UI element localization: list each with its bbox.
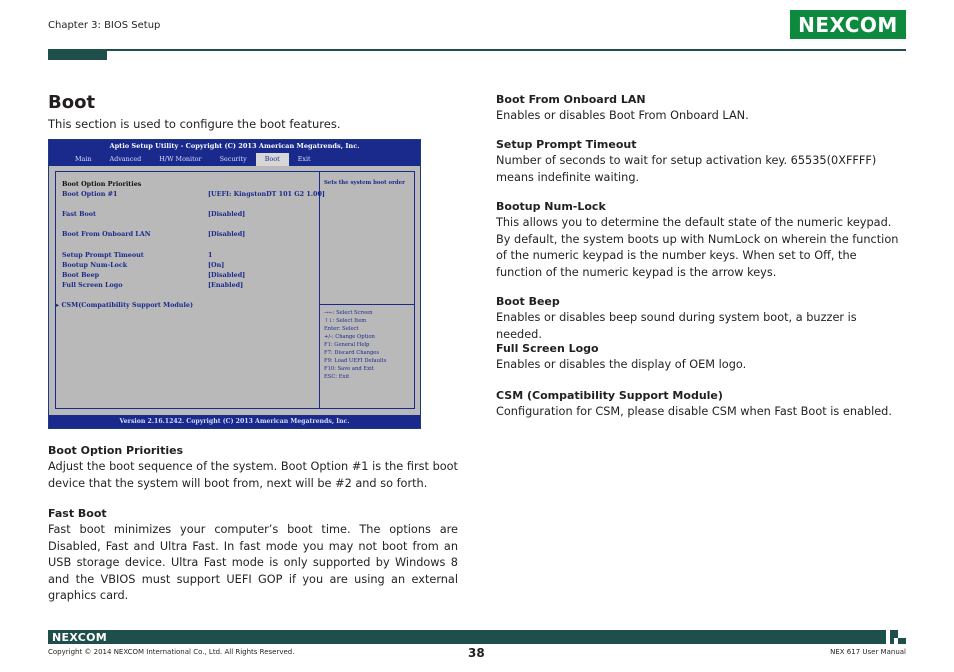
bios-row-label[interactable]: Full Screen Logo: [62, 281, 123, 289]
page-title: Boot: [48, 92, 96, 113]
bios-row-value[interactable]: [On]: [208, 261, 225, 269]
section-title: Boot Option Priorities: [48, 444, 184, 457]
section-title: Boot Beep: [496, 295, 560, 308]
bios-row-label[interactable]: Bootup Num-Lock: [62, 261, 128, 269]
footer-square: [898, 638, 906, 644]
section-text: Enables or disables Boot From Onboard LAN.: [496, 109, 749, 122]
bios-version-bar: Version 2.16.1242. Copyright (C) 2013 American Megatrends, Inc.: [49, 415, 420, 428]
bios-row-label[interactable]: Boot From Onboard LAN: [62, 230, 151, 238]
bios-row-label: Boot Option Priorities: [62, 180, 142, 188]
bios-help-pane: [320, 172, 415, 408]
key-legend-item: →←: Select Screen: [324, 310, 373, 316]
intro-text: This section is used to configure the boot features.: [48, 117, 341, 131]
section-text: Configuration for CSM, please disable CSM when Fast Boot is enabled.: [496, 405, 892, 418]
bios-row-value[interactable]: [Enabled]: [208, 281, 244, 289]
header-block: [48, 50, 107, 60]
key-legend-item: Enter: Select: [324, 326, 359, 332]
bios-row-value[interactable]: [Disabled]: [208, 271, 246, 279]
bios-panel: [55, 171, 415, 409]
bios-menu-bar: [49, 153, 420, 166]
page-number: 38: [468, 646, 485, 660]
bios-submenu[interactable]: [56, 301, 193, 309]
key-legend-item: F9: Load UEFI Defaults: [324, 358, 387, 364]
manual-name: NEX 617 User Manual: [830, 648, 906, 656]
section-text: Adjust the boot sequence of the system. Boot Option #1 is the first boot device that the system will boot from, next will be #2 and so forth.: [48, 460, 458, 490]
bios-menu-security[interactable]: Security: [219, 155, 247, 163]
header-rule: [48, 49, 906, 51]
key-legend-item: F1: General Help: [324, 342, 370, 348]
bios-row-label[interactable]: Setup Prompt Timeout: [62, 251, 144, 259]
bios-row-label[interactable]: Boot Beep: [62, 271, 100, 279]
footer-logo: NEXCOM: [52, 631, 107, 644]
section-text: This allows you to determine the default state of the numeric keypad. By default, the system boots up with NumLock on wherein the function of the numeric keypad is the number keys. When set to Off, the function of the numeric keypad is the arrow keys.: [496, 216, 899, 279]
footer-bar: [48, 630, 886, 644]
section-title: CSM (Compatibility Support Module): [496, 389, 723, 402]
bios-row-value[interactable]: [Disabled]: [208, 230, 246, 238]
nexcom-logo: [790, 10, 906, 39]
copyright-text: Copyright © 2014 NEXCOM International Co., Ltd. All Rights Reserved.: [48, 648, 295, 656]
bios-options-pane: [56, 172, 325, 408]
bios-title-bar: Aptio Setup Utility - Copyright (C) 2013 American Megatrends, Inc.: [49, 140, 420, 153]
bios-menu-advanced[interactable]: Advanced: [109, 155, 142, 163]
footer-square: [890, 638, 894, 644]
section-csm: [496, 389, 906, 421]
bios-row-label[interactable]: Boot Option #1: [62, 190, 118, 198]
section-bootup-num-lock: [496, 200, 906, 281]
section-full-screen-logo: [496, 342, 906, 374]
bios-menu-hw-monitor[interactable]: H/W Monitor: [159, 155, 202, 163]
footer-square: [890, 630, 898, 638]
section-setup-prompt-timeout: [496, 138, 906, 186]
chapter-label: Chapter 3: BIOS Setup: [48, 20, 161, 31]
bios-help-text: Sets the system boot order: [320, 172, 415, 305]
bios-row-value[interactable]: [Disabled]: [208, 210, 246, 218]
section-title: Fast Boot: [48, 507, 107, 520]
key-legend-item: ↑↓: Select Item: [324, 318, 367, 324]
section-boot-beep: [496, 295, 906, 343]
section-text: Fast boot minimizes your computer’s boot time. The options are Disabled, Fast and Ultra Fast. In fast mode you may not boot from an USB storage device. Ultra Fast mode is only supported by Windows 8 and the VBIOS must support UEFI GOP if you are using an external graphics card.: [48, 523, 458, 602]
section-title: Boot From Onboard LAN: [496, 93, 646, 106]
bios-menu-exit[interactable]: Exit: [297, 155, 311, 163]
bios-menu-boot[interactable]: Boot: [256, 153, 289, 166]
bios-row-value[interactable]: [UEFI: KingstonDT 101 G2 1.00]: [208, 190, 325, 198]
triangle-right-icon: ▸: [56, 301, 60, 309]
section-text: Number of seconds to wait for setup activation key. 65535(0XFFFF) means indefinite waiting.: [496, 154, 877, 184]
section-fast-boot: [48, 507, 458, 605]
bios-screen: [48, 139, 421, 429]
key-legend-item: +/-: Change Option: [324, 334, 375, 340]
section-text: Enables or disables beep sound during system boot, a buzzer is needed.: [496, 311, 857, 341]
bios-menu-main[interactable]: Main: [75, 155, 92, 163]
key-legend-item: ESC: Exit: [324, 374, 350, 380]
section-text: Enables or disables the display of OEM logo.: [496, 358, 747, 371]
section-boot-from-onboard-lan: [496, 93, 906, 125]
section-title: Full Screen Logo: [496, 342, 599, 355]
section-title: Setup Prompt Timeout: [496, 138, 637, 151]
bios-key-legend: [320, 305, 415, 385]
section-boot-option-priorities: [48, 444, 458, 492]
key-legend-item: F7: Discard Changes: [324, 350, 380, 356]
key-legend-item: F10: Save and Exit: [324, 366, 374, 372]
logo-text: NEXCOM: [798, 12, 898, 37]
section-title: Bootup Num-Lock: [496, 200, 606, 213]
bios-row-label[interactable]: Fast Boot: [62, 210, 96, 218]
bios-submenu-label: CSM(Compatibility Support Module): [61, 301, 193, 309]
bios-row-value[interactable]: 1: [208, 251, 213, 259]
